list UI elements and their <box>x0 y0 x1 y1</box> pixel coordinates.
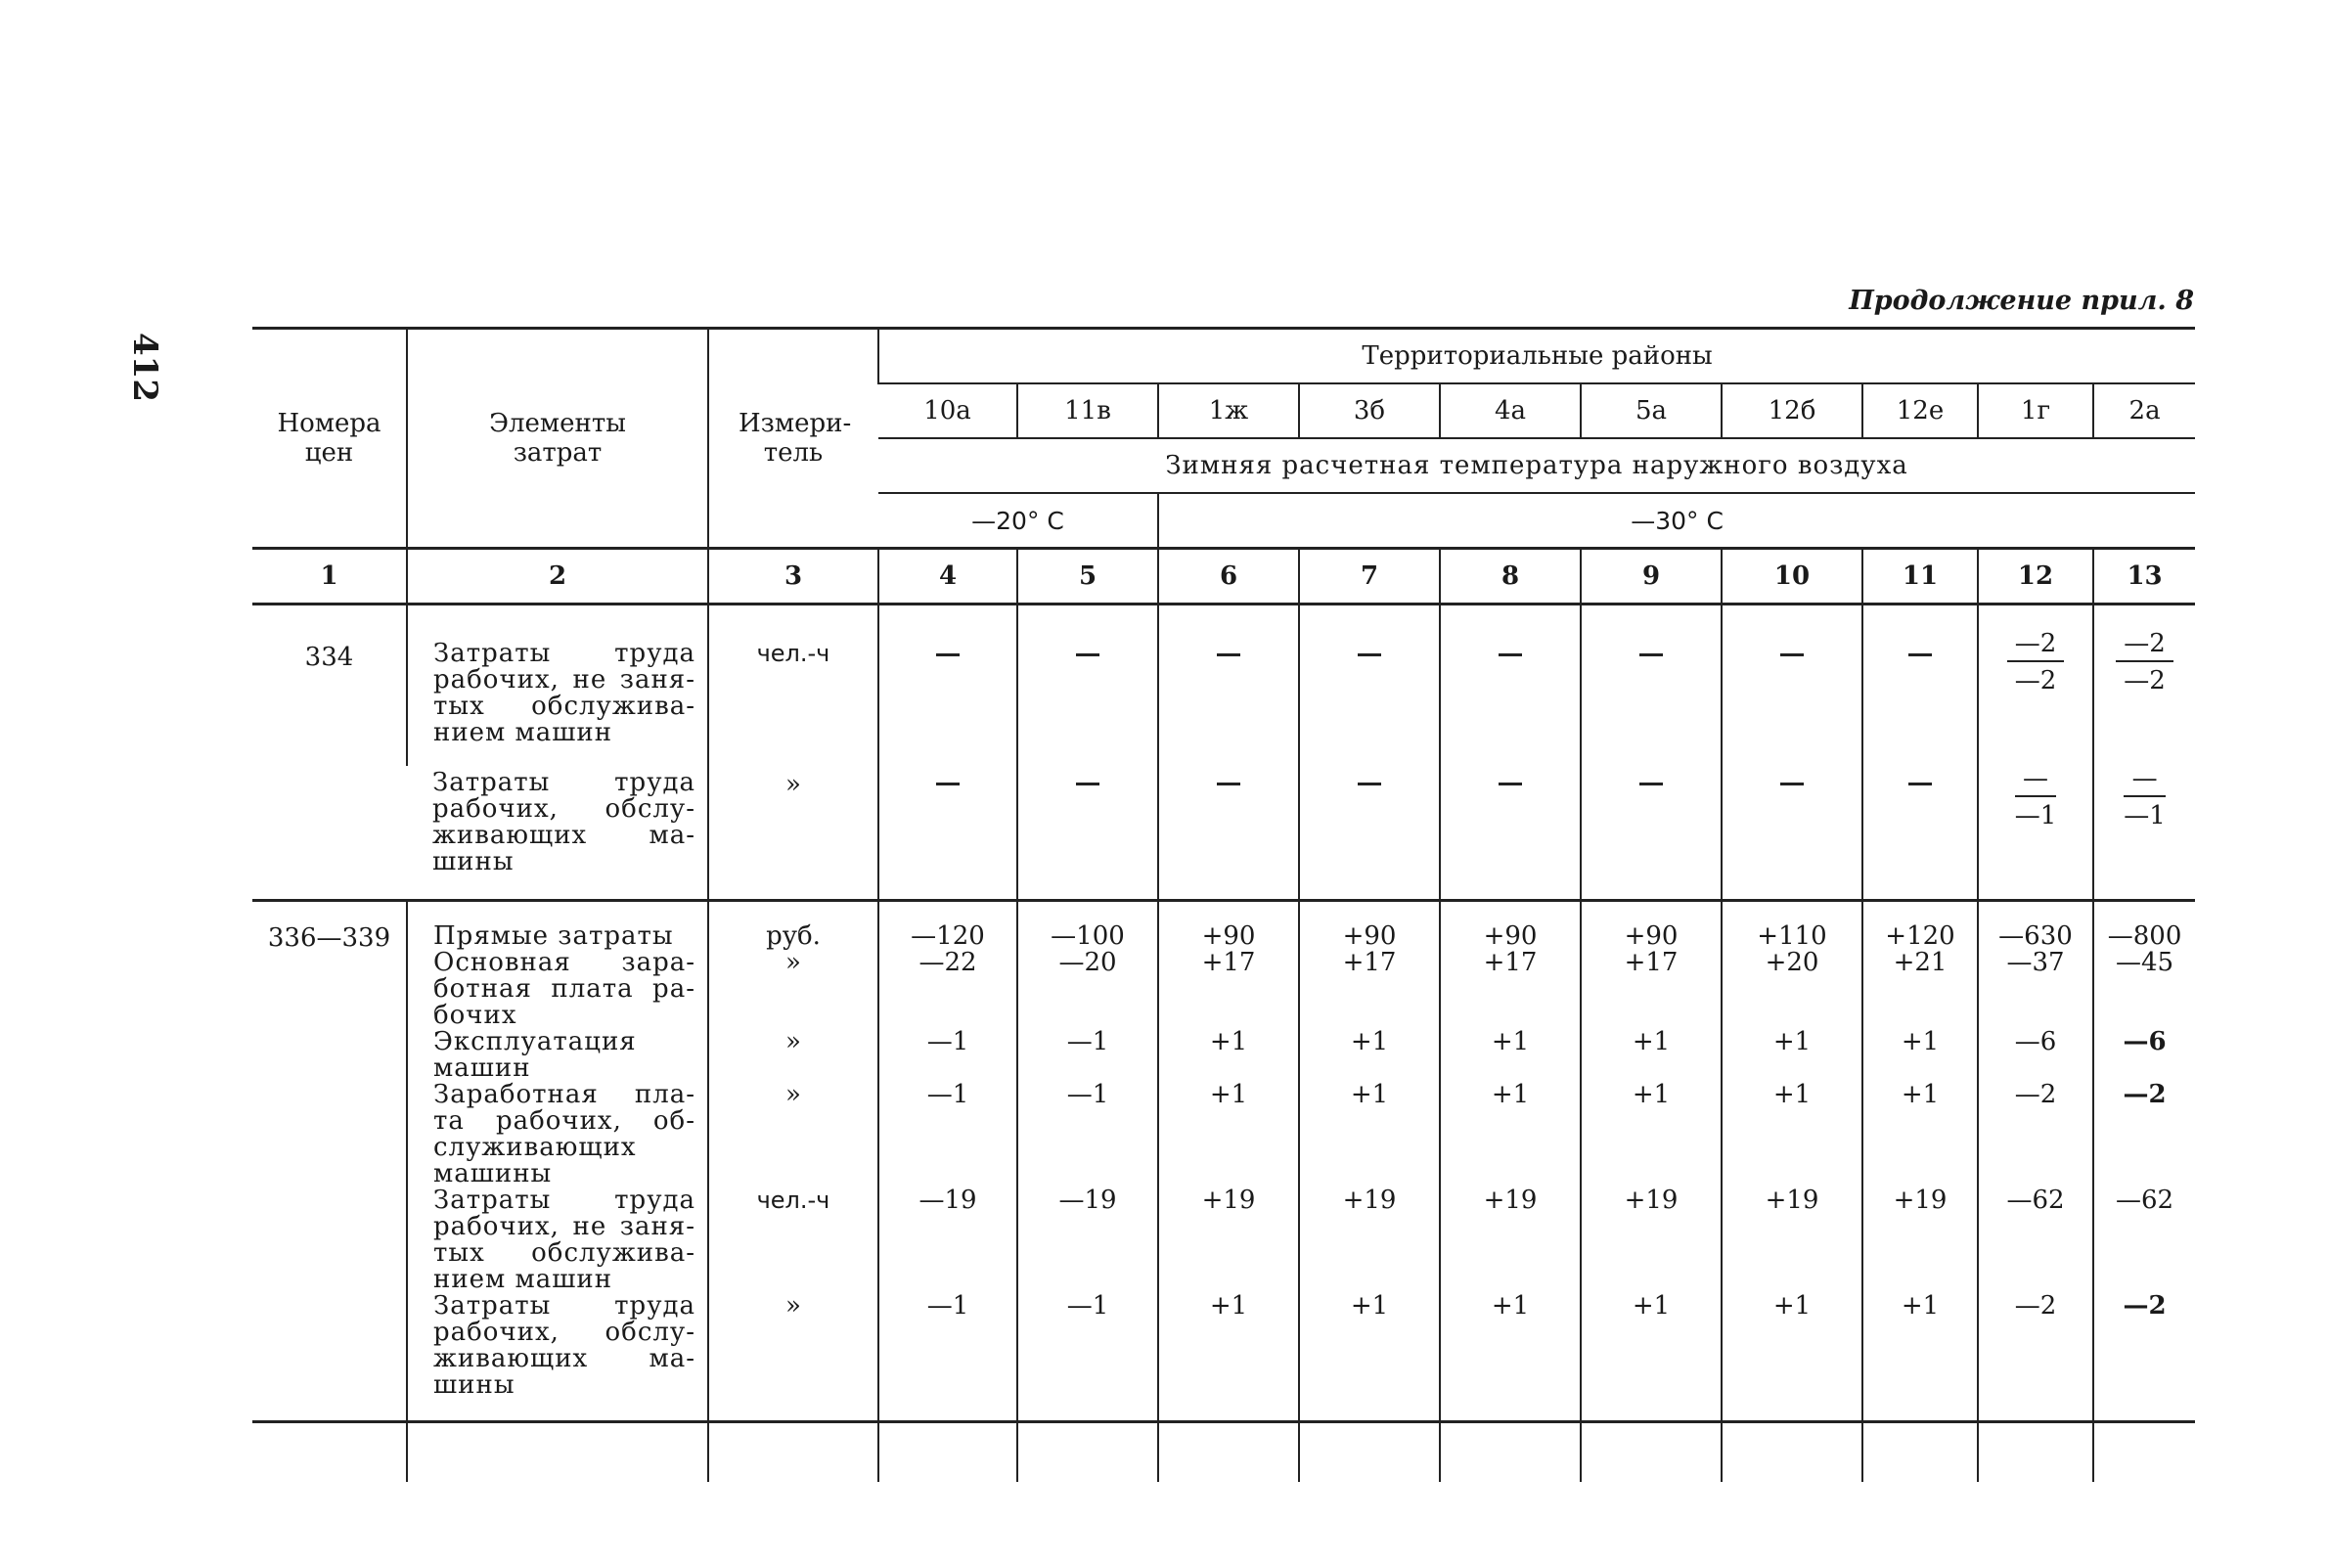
value-cell <box>878 766 1017 901</box>
dash-mark <box>1908 653 1932 656</box>
column-number: 4 <box>878 549 1017 605</box>
value-cell <box>1440 766 1581 901</box>
value: —1 <box>1066 1291 1109 1321</box>
cost-element: Затраты труда рабочих, обслу-живающих ма-шины <box>407 766 708 901</box>
price-number: 336—339 <box>252 901 407 1422</box>
value: +1 <box>1350 1291 1389 1321</box>
value-cell <box>1017 605 1158 767</box>
unit: » <box>785 948 801 977</box>
cost-element: Затраты труда рабочих, обслу-живающих ма-шины <box>433 1291 695 1400</box>
cost-element-list <box>407 901 708 1422</box>
column-number: 2 <box>407 549 708 605</box>
value-column <box>2093 901 2195 1422</box>
dash-mark <box>1217 653 1240 656</box>
value: —20 <box>1058 948 1117 977</box>
value: +1 <box>1209 1080 1248 1109</box>
header-cost-elements: Элементы затрат <box>407 329 708 549</box>
value: —1 <box>1066 1027 1109 1056</box>
column-number: 6 <box>1158 549 1299 605</box>
value: +19 <box>1342 1186 1397 1215</box>
region-code: 3б <box>1299 383 1440 438</box>
value: +1 <box>1772 1080 1812 1109</box>
dash-mark <box>1358 653 1381 656</box>
value-cell <box>1722 766 1862 901</box>
value-column <box>1299 901 1440 1422</box>
cost-element: Заработная пла-та рабочих, об-служивающих машины <box>433 1080 695 1188</box>
dash-mark <box>1908 783 1932 785</box>
region-code: 12е <box>1862 383 1978 438</box>
value-cell <box>1158 605 1299 767</box>
value: +1 <box>1491 1027 1530 1056</box>
region-code: 1ж <box>1158 383 1299 438</box>
value: +1 <box>1632 1080 1671 1109</box>
region-code: 11в <box>1017 383 1158 438</box>
dash-mark <box>936 653 960 656</box>
column-number: 3 <box>708 549 878 605</box>
value: —1 <box>1066 1080 1109 1109</box>
value: —2 <box>2014 1291 2057 1321</box>
value-cell <box>1299 766 1440 901</box>
value: +1 <box>1772 1027 1812 1056</box>
column-number: 8 <box>1440 549 1581 605</box>
fraction-numerator: —2 <box>2007 631 2065 662</box>
dash-mark <box>1076 783 1099 785</box>
cost-element: Затраты труда рабочих, не заня-тых обслужива-нием машин <box>407 605 708 767</box>
value-cell <box>1299 605 1440 767</box>
value: +120 <box>1885 921 1955 951</box>
value: —2 <box>2123 1080 2167 1109</box>
value: +1 <box>1209 1027 1248 1056</box>
table-row <box>252 766 2195 901</box>
dash-mark <box>1499 653 1522 656</box>
column-number: 7 <box>1299 549 1440 605</box>
unit: руб. <box>766 921 821 951</box>
value: +17 <box>1483 948 1538 977</box>
header-row-regions <box>252 329 2195 384</box>
value-cell <box>878 605 1017 767</box>
unit: » <box>785 1291 801 1321</box>
value-column <box>878 901 1017 1422</box>
region-code: 4а <box>1440 383 1581 438</box>
column-number: 13 <box>2093 549 2195 605</box>
value-column <box>1440 901 1581 1422</box>
unit: чел.-ч <box>756 1187 830 1214</box>
fraction-denominator: —2 <box>2124 666 2166 695</box>
unit: » <box>708 766 878 901</box>
value: +17 <box>1624 948 1679 977</box>
column-number-row <box>252 549 2195 605</box>
fraction <box>2124 766 2166 829</box>
header-unit: Измери-тель <box>708 329 878 549</box>
dash-mark <box>1076 653 1099 656</box>
value: +1 <box>1491 1291 1530 1321</box>
region-code: 2а <box>2093 383 2195 438</box>
dash-mark <box>1358 783 1381 785</box>
value-cell <box>1862 605 1978 767</box>
unit: чел.-ч <box>708 605 878 767</box>
value: +90 <box>1483 921 1538 951</box>
column-number: 10 <box>1722 549 1862 605</box>
value: +1 <box>1901 1080 1940 1109</box>
dash-mark <box>1780 653 1804 656</box>
value: +90 <box>1201 921 1256 951</box>
dash-mark <box>1217 783 1240 785</box>
value-cell <box>1581 605 1722 767</box>
value: —100 <box>1051 921 1125 951</box>
cost-element: Прямые затраты <box>433 921 674 951</box>
value: —1 <box>926 1027 969 1056</box>
value: —22 <box>918 948 977 977</box>
fraction <box>2015 766 2057 829</box>
dash-mark <box>936 783 960 785</box>
dash-mark <box>1639 653 1663 656</box>
value-column <box>1722 901 1862 1422</box>
region-code: 10а <box>878 383 1017 438</box>
value: +1 <box>1209 1291 1248 1321</box>
value-cell <box>1862 766 1978 901</box>
cost-element: Основная зара-ботная плата ра-бочих <box>433 948 695 1030</box>
cost-element: Затраты труда рабочих, не заня-тых обслужива-нием машин <box>433 1186 695 1294</box>
fraction-numerator: — <box>2015 766 2057 797</box>
dash-mark <box>1639 783 1663 785</box>
fraction <box>2007 631 2065 694</box>
column-number: 5 <box>1017 549 1158 605</box>
price-table <box>252 327 2195 1482</box>
temp-minus-20: —20° С <box>878 493 1158 549</box>
value: —2 <box>2014 1080 2057 1109</box>
fraction-denominator: —1 <box>2014 801 2057 830</box>
value-cell <box>1581 766 1722 901</box>
value: +1 <box>1632 1291 1671 1321</box>
value-cell <box>1017 766 1158 901</box>
value: —62 <box>2116 1186 2174 1215</box>
value-column <box>1158 901 1299 1422</box>
dash-mark <box>1780 783 1804 785</box>
value-column <box>1978 901 2093 1422</box>
temp-minus-30: —30° С <box>1158 493 2195 549</box>
fraction-cell <box>1978 766 2093 901</box>
value: +1 <box>1491 1080 1530 1109</box>
fraction-cell <box>1978 605 2093 767</box>
column-number: 12 <box>1978 549 2093 605</box>
value: —19 <box>1058 1186 1117 1215</box>
value: —6 <box>2014 1027 2057 1056</box>
header-regions-title: Территориальные районы <box>878 329 2195 384</box>
column-number: 9 <box>1581 549 1722 605</box>
value-cell <box>1722 605 1862 767</box>
value: +1 <box>1350 1080 1389 1109</box>
region-code: 5а <box>1581 383 1722 438</box>
value: +19 <box>1483 1186 1538 1215</box>
value: +17 <box>1201 948 1256 977</box>
region-code: 1г <box>1978 383 2093 438</box>
value-column <box>1017 901 1158 1422</box>
value: —1 <box>926 1291 969 1321</box>
value: +20 <box>1765 948 1819 977</box>
fraction-denominator: —2 <box>2014 666 2057 695</box>
value: —62 <box>2006 1186 2065 1215</box>
value: +90 <box>1624 921 1679 951</box>
header-temperature-title: Зимняя расчетная температура наружного воздуха <box>878 438 2195 493</box>
value: —800 <box>2107 921 2182 951</box>
page-number: 412 <box>125 333 164 402</box>
value: +19 <box>1893 1186 1948 1215</box>
value: +19 <box>1624 1186 1679 1215</box>
fraction-cell <box>2093 605 2195 767</box>
continuation-note: Продолжение прил. 8 <box>1849 286 2194 316</box>
value: +21 <box>1893 948 1948 977</box>
value: —6 <box>2123 1027 2167 1056</box>
column-number: 11 <box>1862 549 1978 605</box>
table-row-continuation <box>252 1422 2195 1483</box>
value: —37 <box>2006 948 2065 977</box>
value: +90 <box>1342 921 1397 951</box>
value-cell <box>1440 605 1581 767</box>
cost-element: Эксплуатация машин <box>433 1027 637 1083</box>
value: +110 <box>1757 921 1827 951</box>
value: —1 <box>926 1080 969 1109</box>
value-column <box>1581 901 1722 1422</box>
dash-mark <box>1499 783 1522 785</box>
fraction-numerator: —2 <box>2116 631 2173 662</box>
value-column <box>1862 901 1978 1422</box>
unit-list <box>708 901 878 1422</box>
value: +1 <box>1772 1291 1812 1321</box>
value: +17 <box>1342 948 1397 977</box>
table-row <box>252 901 2195 1422</box>
value: +19 <box>1765 1186 1819 1215</box>
value: —630 <box>1998 921 2073 951</box>
value-cell <box>1158 766 1299 901</box>
value: +1 <box>1350 1027 1389 1056</box>
value: —2 <box>2123 1291 2167 1321</box>
unit: » <box>785 1027 801 1056</box>
value: —45 <box>2116 948 2174 977</box>
unit: » <box>785 1080 801 1109</box>
fraction-numerator: — <box>2124 766 2166 797</box>
column-number: 1 <box>252 549 407 605</box>
header-price-numbers: Номера цен <box>252 329 407 549</box>
value: —19 <box>918 1186 977 1215</box>
fraction-cell <box>2093 766 2195 901</box>
price-number: 334 <box>252 605 407 901</box>
table-row <box>252 605 2195 767</box>
value: —120 <box>911 921 985 951</box>
region-code: 12б <box>1722 383 1862 438</box>
value: +1 <box>1632 1027 1671 1056</box>
value: +19 <box>1201 1186 1256 1215</box>
fraction <box>2116 631 2173 694</box>
value: +1 <box>1901 1291 1940 1321</box>
fraction-denominator: —1 <box>2124 801 2166 830</box>
value: +1 <box>1901 1027 1940 1056</box>
